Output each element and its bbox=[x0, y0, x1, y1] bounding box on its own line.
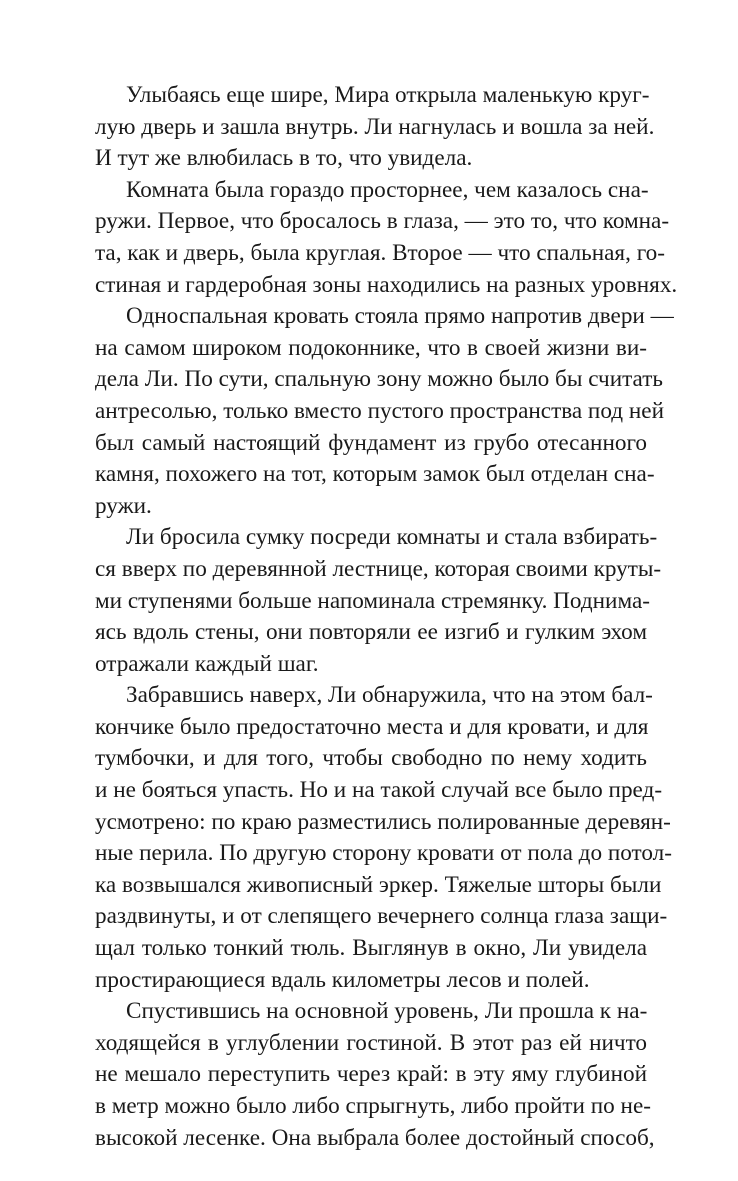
paragraph bbox=[95, 80, 655, 175]
text-line: высокой лесенке. Она выбрала более достойный способ, bbox=[95, 1124, 655, 1151]
text-line: лую дверь и зашла внутрь. Ли нагнулась и вошла за ней. bbox=[95, 113, 655, 140]
text-line: та, как и дверь, была круглая. Второе — что спальная, го- bbox=[95, 239, 665, 266]
text-line: был самый настоящий фундамент из грубо отесанного bbox=[95, 429, 647, 456]
text-line: Улыбаясь еще шире, Мира открыла маленькую круг- bbox=[126, 82, 650, 108]
text-line: ясь вдоль стены, они повторяли ее изгиб и гулким эхом bbox=[95, 619, 647, 646]
text-line: не мешало переступить через край: в эту яму глубиной bbox=[95, 1061, 647, 1088]
text-line: ные перила. По другую сторону кровати от пола до потол- bbox=[95, 840, 672, 867]
text-line: кончике было предостаточно места и для кровати, и для bbox=[95, 713, 649, 740]
text-line: ми ступенями больше напоминала стремянку. Поднима- bbox=[95, 587, 650, 614]
text-line: ходящейся в углублении гостиной. В этот раз ей ничто bbox=[95, 1029, 647, 1056]
text-line: дела Ли. По сути, спальную зону можно было бы считать bbox=[95, 366, 663, 393]
text-line: камня, похожего на тот, которым замок был отделан сна- bbox=[95, 461, 655, 488]
text-line: Комната была гораздо просторнее, чем казалось сна- bbox=[126, 176, 649, 203]
text-line: Забравшись наверх, Ли обнаружила, что на этом бал- bbox=[126, 682, 653, 709]
text-line: ся вверх по деревянной лестнице, которая своими круты- bbox=[95, 555, 662, 582]
text-line: тумбочки, и для того, чтобы свободно по нему ходить bbox=[95, 745, 647, 772]
paragraph bbox=[95, 175, 678, 301]
text-line: раздвинуты, и от слепящего вечернего солнца глаза защи- bbox=[95, 903, 668, 930]
text-line: простирающиеся вдаль километры лесов и полей. bbox=[95, 966, 590, 993]
text-line: усмотрено: по краю разместились полированные деревян- bbox=[95, 808, 671, 835]
text-line: отражали каждый шаг. bbox=[95, 650, 319, 677]
text-line: ка возвышался живописный эркер. Тяжелые шторы были bbox=[95, 871, 662, 898]
text-line: Спустившись на основной уровень, Ли прошла к на- bbox=[126, 998, 648, 1025]
text-line: ружи. bbox=[95, 492, 152, 519]
text-line: ружи. Первое, что бросалось в глаза, — это то, что комна- bbox=[95, 208, 670, 235]
body-text bbox=[95, 80, 678, 1154]
text-line: Ли бросила сумку посреди комнаты и стала взбирать- bbox=[126, 524, 658, 551]
text-line: антресолью, только вместо пустого пространства под ней bbox=[95, 397, 664, 424]
paragraph bbox=[95, 996, 655, 1154]
text-line: и не бояться упасть. Но и на такой случай все было пред- bbox=[95, 777, 663, 804]
text-line: стиная и гардеробная зоны находились на разных уровнях. bbox=[95, 271, 678, 298]
paragraph bbox=[95, 680, 672, 996]
paragraph bbox=[95, 301, 674, 522]
paragraph bbox=[95, 522, 662, 680]
text-line: И тут же влюбилась в то, что увидела. bbox=[95, 145, 473, 172]
text-line: Односпальная кровать стояла прямо напротив двери — bbox=[126, 303, 674, 330]
text-line: в метр можно было либо спрыгнуть, либо пройти по не- bbox=[95, 1093, 651, 1119]
text-line: на самом широком подоконнике, что в своей жизни ви- bbox=[95, 334, 647, 361]
text-line: щал только тонкий тюль. Выглянув в окно, Ли увидела bbox=[95, 935, 647, 962]
